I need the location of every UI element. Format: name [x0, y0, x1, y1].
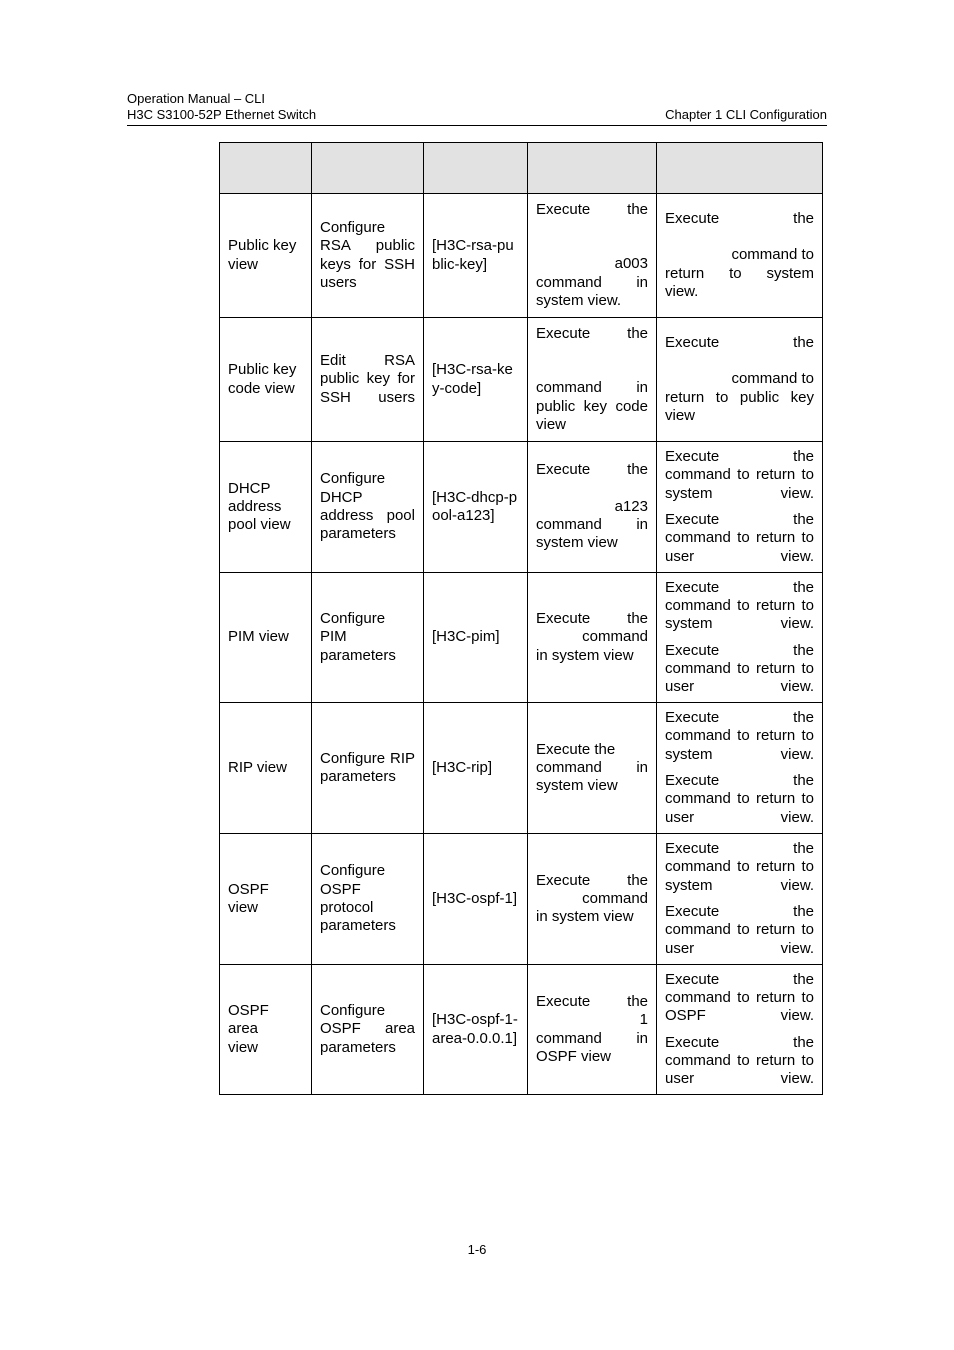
enter-method-cell: Execute the a123 command in system view [528, 442, 657, 573]
header-cell [528, 143, 657, 194]
quit-method-cell: Execute the command to return to public key view [657, 318, 823, 442]
quit-method-cell: Execute the command to return to system view. Execute the command to return to user view. [657, 442, 823, 573]
view-cell: OSPF view [220, 834, 312, 965]
view-cell: RIP view [220, 703, 312, 834]
prompt-cell: [H3C-rsa-key-code] [424, 318, 528, 442]
function-cell: Configure OSPF area parameters [312, 965, 424, 1095]
enter-method-cell: Execute the command in public key code view [528, 318, 657, 442]
prompt-cell: [H3C-rsa-public-key] [424, 194, 528, 318]
header-cell [312, 143, 424, 194]
enter-method-cell: Execute the a003 command in system view. [528, 194, 657, 318]
enter-method-cell: Execute the command in system view [528, 834, 657, 965]
manual-title: Operation Manual – CLI [127, 91, 266, 106]
view-cell: Public key view [220, 194, 312, 318]
function-cell: Configure OSPF protocol parameters [312, 834, 424, 965]
prompt-cell: [H3C-dhcp-pool-a123] [424, 442, 528, 573]
table-row [220, 965, 823, 1095]
page-number: 1-6 [467, 1242, 487, 1257]
enter-method-cell: Execute the command in system view [528, 573, 657, 703]
quit-method-cell: Execute the command to return to system view. [657, 194, 823, 318]
view-cell: DHCP address pool view [220, 442, 312, 573]
function-cell: Configure RIP parameters [312, 703, 424, 834]
view-cell: OSPF area view [220, 965, 312, 1095]
chapter-title: Chapter 1 CLI Configuration [665, 107, 827, 122]
function-cell: Configure PIM parameters [312, 573, 424, 703]
table-row [220, 573, 823, 703]
prompt-cell: [H3C-pim] [424, 573, 528, 703]
quit-method-cell: Execute the command to return to system view. Execute the command to return to user view. [657, 703, 823, 834]
prompt-cell: [H3C-rip] [424, 703, 528, 834]
function-cell: Configure DHCP address pool parameters [312, 442, 424, 573]
prompt-cell: [H3C-ospf-1-area-0.0.0.1] [424, 965, 528, 1095]
function-cell: Edit RSA public key for SSH users [312, 318, 424, 442]
table-row [220, 442, 823, 573]
quit-method-cell: Execute the command to return to system view. Execute the command to return to user view. [657, 573, 823, 703]
table-row [220, 194, 823, 318]
product-name: H3C S3100-52P Ethernet Switch [127, 107, 317, 122]
enter-method-cell: Execute the command in system view [528, 703, 657, 834]
table-row [220, 834, 823, 965]
header-cell [424, 143, 528, 194]
cli-views-table [219, 142, 823, 1095]
header-cell [220, 143, 312, 194]
table-header-row [220, 143, 823, 194]
function-cell: Configure RSA public keys for SSH users [312, 194, 424, 318]
quit-method-cell: Execute the command to return to system view. Execute the command to return to user view. [657, 834, 823, 965]
header-cell [657, 143, 823, 194]
quit-method-cell: Execute the command to return to OSPF view. Execute the command to return to user view. [657, 965, 823, 1095]
table-row [220, 318, 823, 442]
view-cell: PIM view [220, 573, 312, 703]
table-row [220, 703, 823, 834]
view-cell: Public key code view [220, 318, 312, 442]
prompt-cell: [H3C-ospf-1] [424, 834, 528, 965]
page-header [127, 91, 827, 126]
enter-method-cell: Execute the 1 command in OSPF view [528, 965, 657, 1095]
